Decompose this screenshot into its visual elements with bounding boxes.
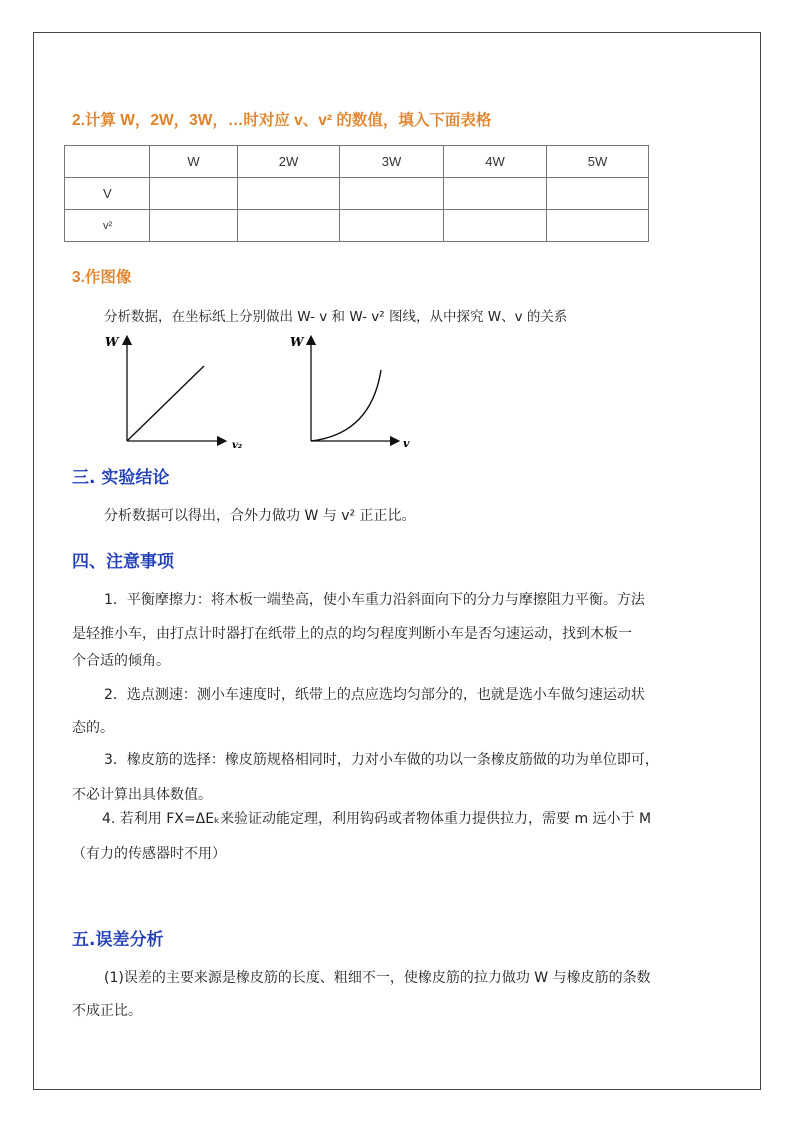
table-cell — [340, 210, 444, 242]
section-3-heading: 3.作图像 — [72, 269, 132, 286]
note-2-line-2: 态的。 — [72, 720, 114, 736]
table-cell — [547, 178, 649, 210]
note-3-line-2: 不必计算出具体数值。 — [72, 787, 212, 803]
error-analysis-line-2: 不成正比。 — [72, 1003, 142, 1019]
table-header-cell: 3W — [340, 146, 444, 178]
table-cell — [340, 178, 444, 210]
error-analysis-line-1: (1)误差的主要来源是橡皮筋的长度、粗细不一，使橡皮筋的拉力做功 W 与橡皮筋的条数 — [104, 970, 651, 986]
table-row-label: V — [65, 178, 150, 210]
table-cell — [444, 178, 547, 210]
table-cell — [547, 210, 649, 242]
note-1-line-2: 是轻推小车，由打点计时器打在纸带上的点的均匀程度判断小车是否匀速运动，找到木板一 — [72, 626, 632, 642]
table-header-cell: 2W — [238, 146, 340, 178]
table-header-cell — [65, 146, 150, 178]
table-header-cell: W — [150, 146, 238, 178]
y-axis-label: W — [105, 335, 119, 349]
quadratic-curve — [311, 370, 381, 441]
table-header-cell: 5W — [547, 146, 649, 178]
note-4-line-1: 4. 若利用 FX=ΔEₖ来验证动能定理，利用钩码或者物体重力提供拉力，需要 m 远小于 M — [102, 811, 652, 827]
notes-heading: 四、注意事项 — [72, 552, 174, 572]
table-cell — [150, 178, 238, 210]
conclusion-text: 分析数据可以得出，合外力做功 W 与 v² 正正比。 — [104, 508, 416, 524]
error-analysis-heading: 五.误差分析 — [72, 930, 164, 950]
note-1-line-3: 个合适的倾角。 — [72, 653, 170, 669]
note-3-line-1: 3．橡皮筋的选择：橡皮筋规格相同时，力对小车做的功以一条橡皮筋做的功为单位即可， — [104, 752, 659, 768]
table-header-row — [65, 146, 649, 178]
conclusion-heading: 三. 实验结论 — [72, 468, 170, 488]
section-3-text: 分析数据，在坐标纸上分别做出 W- v 和 W- v² 图线，从中探究 W、v 的关系 — [104, 309, 568, 325]
table-cell — [150, 210, 238, 242]
table-row — [65, 178, 649, 210]
table-row — [65, 210, 649, 242]
graph-w-v — [285, 330, 425, 455]
linear-curve — [127, 366, 204, 441]
table-cell — [444, 210, 547, 242]
note-1-line-1: 1．平衡摩擦力：将木板一端垫高，使小车重力沿斜面向下的分力与摩擦阻力平衡。方法 — [104, 592, 645, 608]
section-2-heading: 2.计算 W，2W，3W，…时对应 v、v² 的数值，填入下面表格 — [72, 112, 492, 129]
y-axis-label: W — [290, 335, 304, 349]
table-row-label: v² — [65, 210, 150, 242]
graph-w-v2 — [100, 330, 260, 455]
note-4-line-2: （有力的传感器时不用） — [72, 846, 226, 862]
note-2-line-1: 2．选点测速：测小车速度时，纸带上的点应选均匀部分的，也就是选小车做匀速运动状 — [104, 687, 645, 703]
x-axis-label: v₂ — [232, 440, 243, 451]
table-cell — [238, 178, 340, 210]
table-header-cell: 4W — [444, 146, 547, 178]
table-cell — [238, 210, 340, 242]
data-table — [64, 145, 649, 242]
x-axis-label: v — [403, 437, 410, 450]
